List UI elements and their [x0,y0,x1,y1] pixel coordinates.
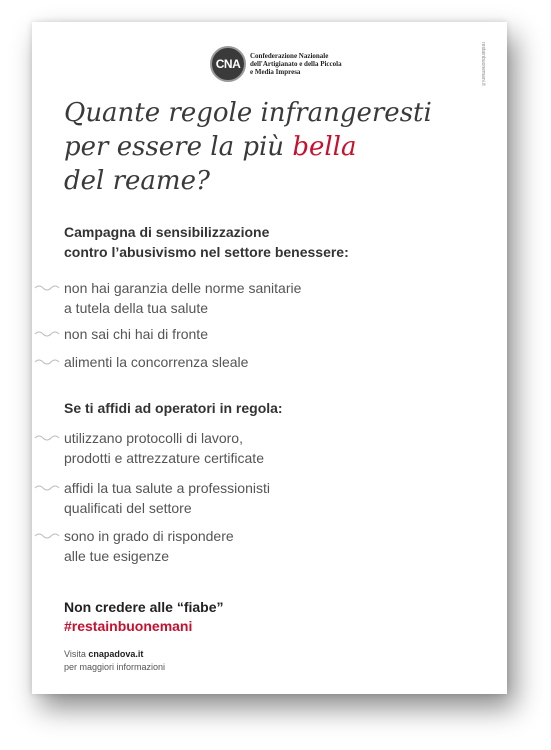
logo-abbr: CNA [215,57,241,71]
campaign-subtitle: Campagna di sensibilizzazione contro l’abusivismo nel settore benessere: [64,224,349,260]
list-item: alimenti la concorrenza sleale [32,352,504,372]
swirl-bullet-icon [34,330,60,338]
visit-info: Visita cnapadova.it per maggiori informazioni [64,649,166,672]
swirl-bullet-icon [34,532,60,540]
swirl-bullet-icon [34,484,60,492]
poster [32,22,507,694]
list-item: utilizzano protocolli di lavoro, prodotti e attrezzature certificate [32,428,504,468]
swirl-bullet-icon [34,358,60,366]
logo-text: Confederazione Nazionale dell'Artigianato e della Piccola e Media Impresa [250,52,342,76]
swirl-bullet-icon [34,284,60,292]
page-title: Quante regole infrangeresti per essere la più bella del reame? [64,98,432,196]
side-url: restainbuonemani.it [480,42,486,86]
cna-logo [210,44,342,84]
hashtag: #restainbuonemani [64,618,193,634]
swirl-bullet-icon [34,434,60,442]
cna-logo-icon [210,46,246,82]
title-highlight: bella [292,132,357,162]
benefits-heading: Se ti affidi ad operatori in regola: [64,400,283,416]
list-item: non sai chi hai di fronte [32,324,504,344]
website-link[interactable]: cnapadova.it [88,649,144,659]
list-item: non hai garanzia delle norme sanitarie a tutela della tua salute [32,278,504,318]
list-item: sono in grado di rispondere alle tue esigenze [32,526,504,566]
list-item: affidi la tua salute a professionisti qualificati del settore [32,478,504,518]
closing-message: Non credere alle “fiabe” #restainbuonemani [64,599,224,634]
